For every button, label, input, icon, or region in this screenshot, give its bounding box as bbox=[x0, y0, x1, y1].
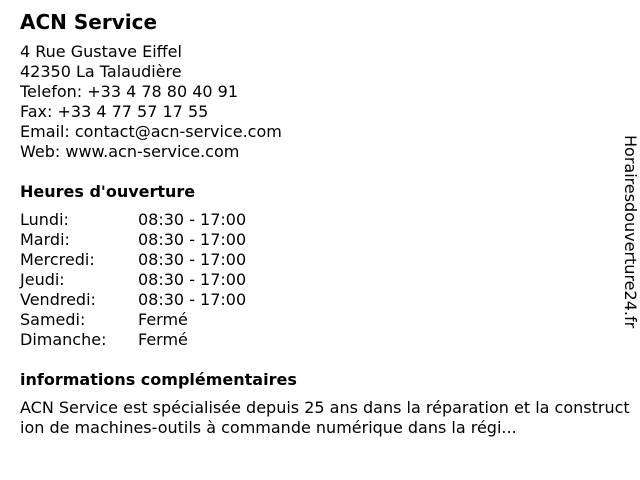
site-watermark: Horairesdouverture24.fr bbox=[621, 135, 640, 329]
day-hours: 08:30 - 17:00 bbox=[138, 290, 247, 309]
hours-row-wednesday bbox=[20, 250, 620, 270]
day-label: Vendredi: bbox=[20, 290, 96, 309]
opening-hours-heading: Heures d'ouverture bbox=[20, 182, 196, 201]
day-hours: Fermé bbox=[138, 310, 188, 329]
address-line-2: 42350 La Talaudière bbox=[20, 62, 182, 81]
opening-hours-list bbox=[20, 210, 620, 350]
business-card bbox=[20, 10, 630, 438]
day-hours: 08:30 - 17:00 bbox=[138, 210, 247, 229]
day-label: Samedi: bbox=[20, 310, 86, 329]
fax-number: Fax: +33 4 77 57 17 55 bbox=[20, 102, 209, 121]
day-label: Mercredi: bbox=[20, 250, 95, 269]
email-address: Email: contact@acn-service.com bbox=[20, 122, 282, 141]
business-name: ACN Service bbox=[20, 10, 158, 34]
website-address: Web: www.acn-service.com bbox=[20, 142, 240, 161]
business-description: ACN Service est spécialisée depuis 25 ans dans la réparation et la construction de machines-outils à commande numérique dans la régi... bbox=[20, 398, 630, 437]
hours-row-thursday bbox=[20, 270, 620, 290]
address-line-1: 4 Rue Gustave Eiffel bbox=[20, 42, 182, 61]
hours-row-sunday bbox=[20, 330, 620, 350]
additional-info-heading: informations complémentaires bbox=[20, 370, 297, 389]
day-label: Mardi: bbox=[20, 230, 70, 249]
hours-row-friday bbox=[20, 290, 620, 310]
day-hours: 08:30 - 17:00 bbox=[138, 270, 247, 289]
hours-row-saturday bbox=[20, 310, 620, 330]
day-hours: 08:30 - 17:00 bbox=[138, 230, 247, 249]
day-hours: 08:30 - 17:00 bbox=[138, 250, 247, 269]
day-label: Lundi: bbox=[20, 210, 69, 229]
day-label: Jeudi: bbox=[20, 270, 65, 289]
day-hours: Fermé bbox=[138, 330, 188, 349]
hours-row-monday bbox=[20, 210, 620, 230]
day-label: Dimanche: bbox=[20, 330, 107, 349]
phone-number: Telefon: +33 4 78 80 40 91 bbox=[20, 82, 239, 101]
hours-row-tuesday bbox=[20, 230, 620, 250]
